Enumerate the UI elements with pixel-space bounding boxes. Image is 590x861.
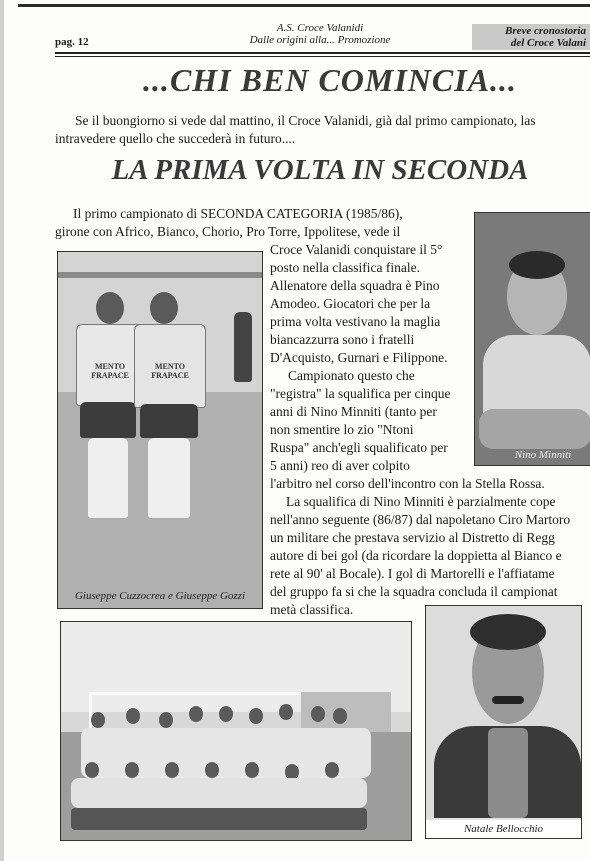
chapter-title: ...CHI BEN COMINCIA... [142, 62, 518, 98]
shirt-sponsor: MENTO FRAPACE [91, 362, 129, 380]
text-line: Ruspa" anch'egli squalificato per [270, 440, 448, 455]
player-head [325, 762, 339, 778]
text-line: prima volta vestivano la maglia [270, 314, 441, 329]
page-edge-shadow [0, 0, 4, 861]
text-line: D'Acquisto, Gurnari e Filippone. [270, 350, 448, 365]
intro-line: intravedere quello che succederà in futuro.... [55, 131, 296, 146]
text-line: metà classifica. [270, 602, 354, 617]
bystander [234, 312, 252, 382]
photo-fence [58, 272, 262, 278]
player-head [189, 706, 203, 722]
paragraph-top [55, 205, 465, 241]
shirt-sponsor: MENTO FRAPACE [151, 362, 189, 380]
text-line: rete al 90' al Bocale). I gol di Martorelli e l'affiatame [270, 566, 555, 581]
player-head [279, 704, 293, 720]
text-line: Croce Valanidi conquistare il 5° [270, 242, 443, 257]
player-head [165, 762, 179, 778]
text-line: nell'anno seguente (86/87) dal napoletano Ciro Martoro [270, 512, 571, 527]
photo-team [60, 621, 412, 841]
team-shorts-front [71, 808, 367, 830]
text-line: biancazzurra sono i fratelli [270, 332, 415, 347]
team-front-row [67, 762, 387, 834]
photo-portrait-bellocchio [425, 605, 582, 839]
section-tab-line2: del Croce Valani [510, 37, 586, 49]
player-head [125, 762, 139, 778]
intro-line: Se il buongiorno si vede dal mattino, il Croce Valanidi, già dal primo campionato, las [75, 113, 536, 128]
player-head [126, 708, 140, 724]
text-line: autore di bei gol (da ricordare la doppietta al Bianco e [270, 548, 562, 563]
text-line: posto nella classifica finale. [270, 260, 420, 275]
portrait-hair [509, 251, 565, 279]
text-line: "registra" la squalifica per cinque [270, 386, 451, 401]
intro-paragraph [55, 112, 590, 148]
text-line: Il primo campionato di SECONDA CATEGORIA (1985/86), [73, 206, 403, 221]
top-border [18, 4, 590, 7]
text-line: l'arbitro nel corso dell'incontro con la Stella Rossa. [270, 476, 545, 491]
player-head [150, 292, 178, 324]
text-line: del gruppo fa si che la squadra concluda il campionat [270, 584, 558, 599]
text-line: non smentire lo zio "Ntoni [270, 422, 414, 437]
header-rule-thin [55, 56, 590, 57]
player-head [333, 708, 347, 724]
player-legs [148, 438, 190, 518]
portrait-hair [470, 614, 546, 650]
player-head [205, 762, 219, 778]
header-subtitle: Dalle origini alla... Promozione [249, 34, 391, 46]
paragraph-wide [270, 475, 590, 619]
portrait-shirt [488, 728, 528, 818]
team-shirts-front [71, 778, 367, 808]
player-shorts [80, 402, 136, 438]
text-line: Amodeo. Giocatori che per la [270, 296, 431, 311]
player-head [249, 708, 263, 724]
photo-two-players [57, 251, 263, 609]
text-line: un militare che prestava servizio al Distretto di Regg [270, 530, 555, 545]
player-legs [88, 438, 128, 518]
running-header [215, 22, 425, 46]
player-head [91, 712, 105, 728]
photo-portrait-minniti [474, 212, 590, 466]
photo-caption: Giuseppe Cuzzocrea e Giuseppe Gozzi [74, 590, 246, 602]
portrait-caption: Nino Minniti [514, 449, 572, 461]
portrait-caption: Natale Bellocchio [426, 820, 581, 838]
text-line: girone con Africo, Bianco, Chorio, Pro Torre, Ippolitese, vede il [55, 224, 401, 239]
portrait-arms [479, 409, 590, 449]
section-title: LA PRIMA VOLTA IN SECONDA [111, 154, 529, 186]
section-tab-line1: Breve cronostoria [505, 25, 586, 37]
paragraph-column [270, 241, 466, 475]
text-line: 5 anni) reo di aver colpito [270, 458, 410, 473]
player-shorts [140, 404, 198, 438]
page-number: pag. 12 [55, 36, 89, 48]
player-head [159, 712, 173, 728]
header-club-name: A.S. Croce Valanidi [276, 22, 364, 34]
section-tab [472, 24, 590, 50]
player-head [96, 292, 124, 324]
text-line: anni di Nino Minniti (tanto per [270, 404, 437, 419]
text-line: La squalifica di Nino Minniti è parzialmente cope [286, 494, 556, 509]
player-head [85, 762, 99, 778]
portrait-mustache [492, 696, 524, 704]
player-head [311, 706, 325, 722]
text-line: Campionato questo che [288, 368, 415, 383]
text-line: Allenatore della squadra è Pino [270, 278, 440, 293]
player-head [219, 706, 233, 722]
player-head [245, 762, 259, 778]
header-rule [55, 52, 590, 54]
